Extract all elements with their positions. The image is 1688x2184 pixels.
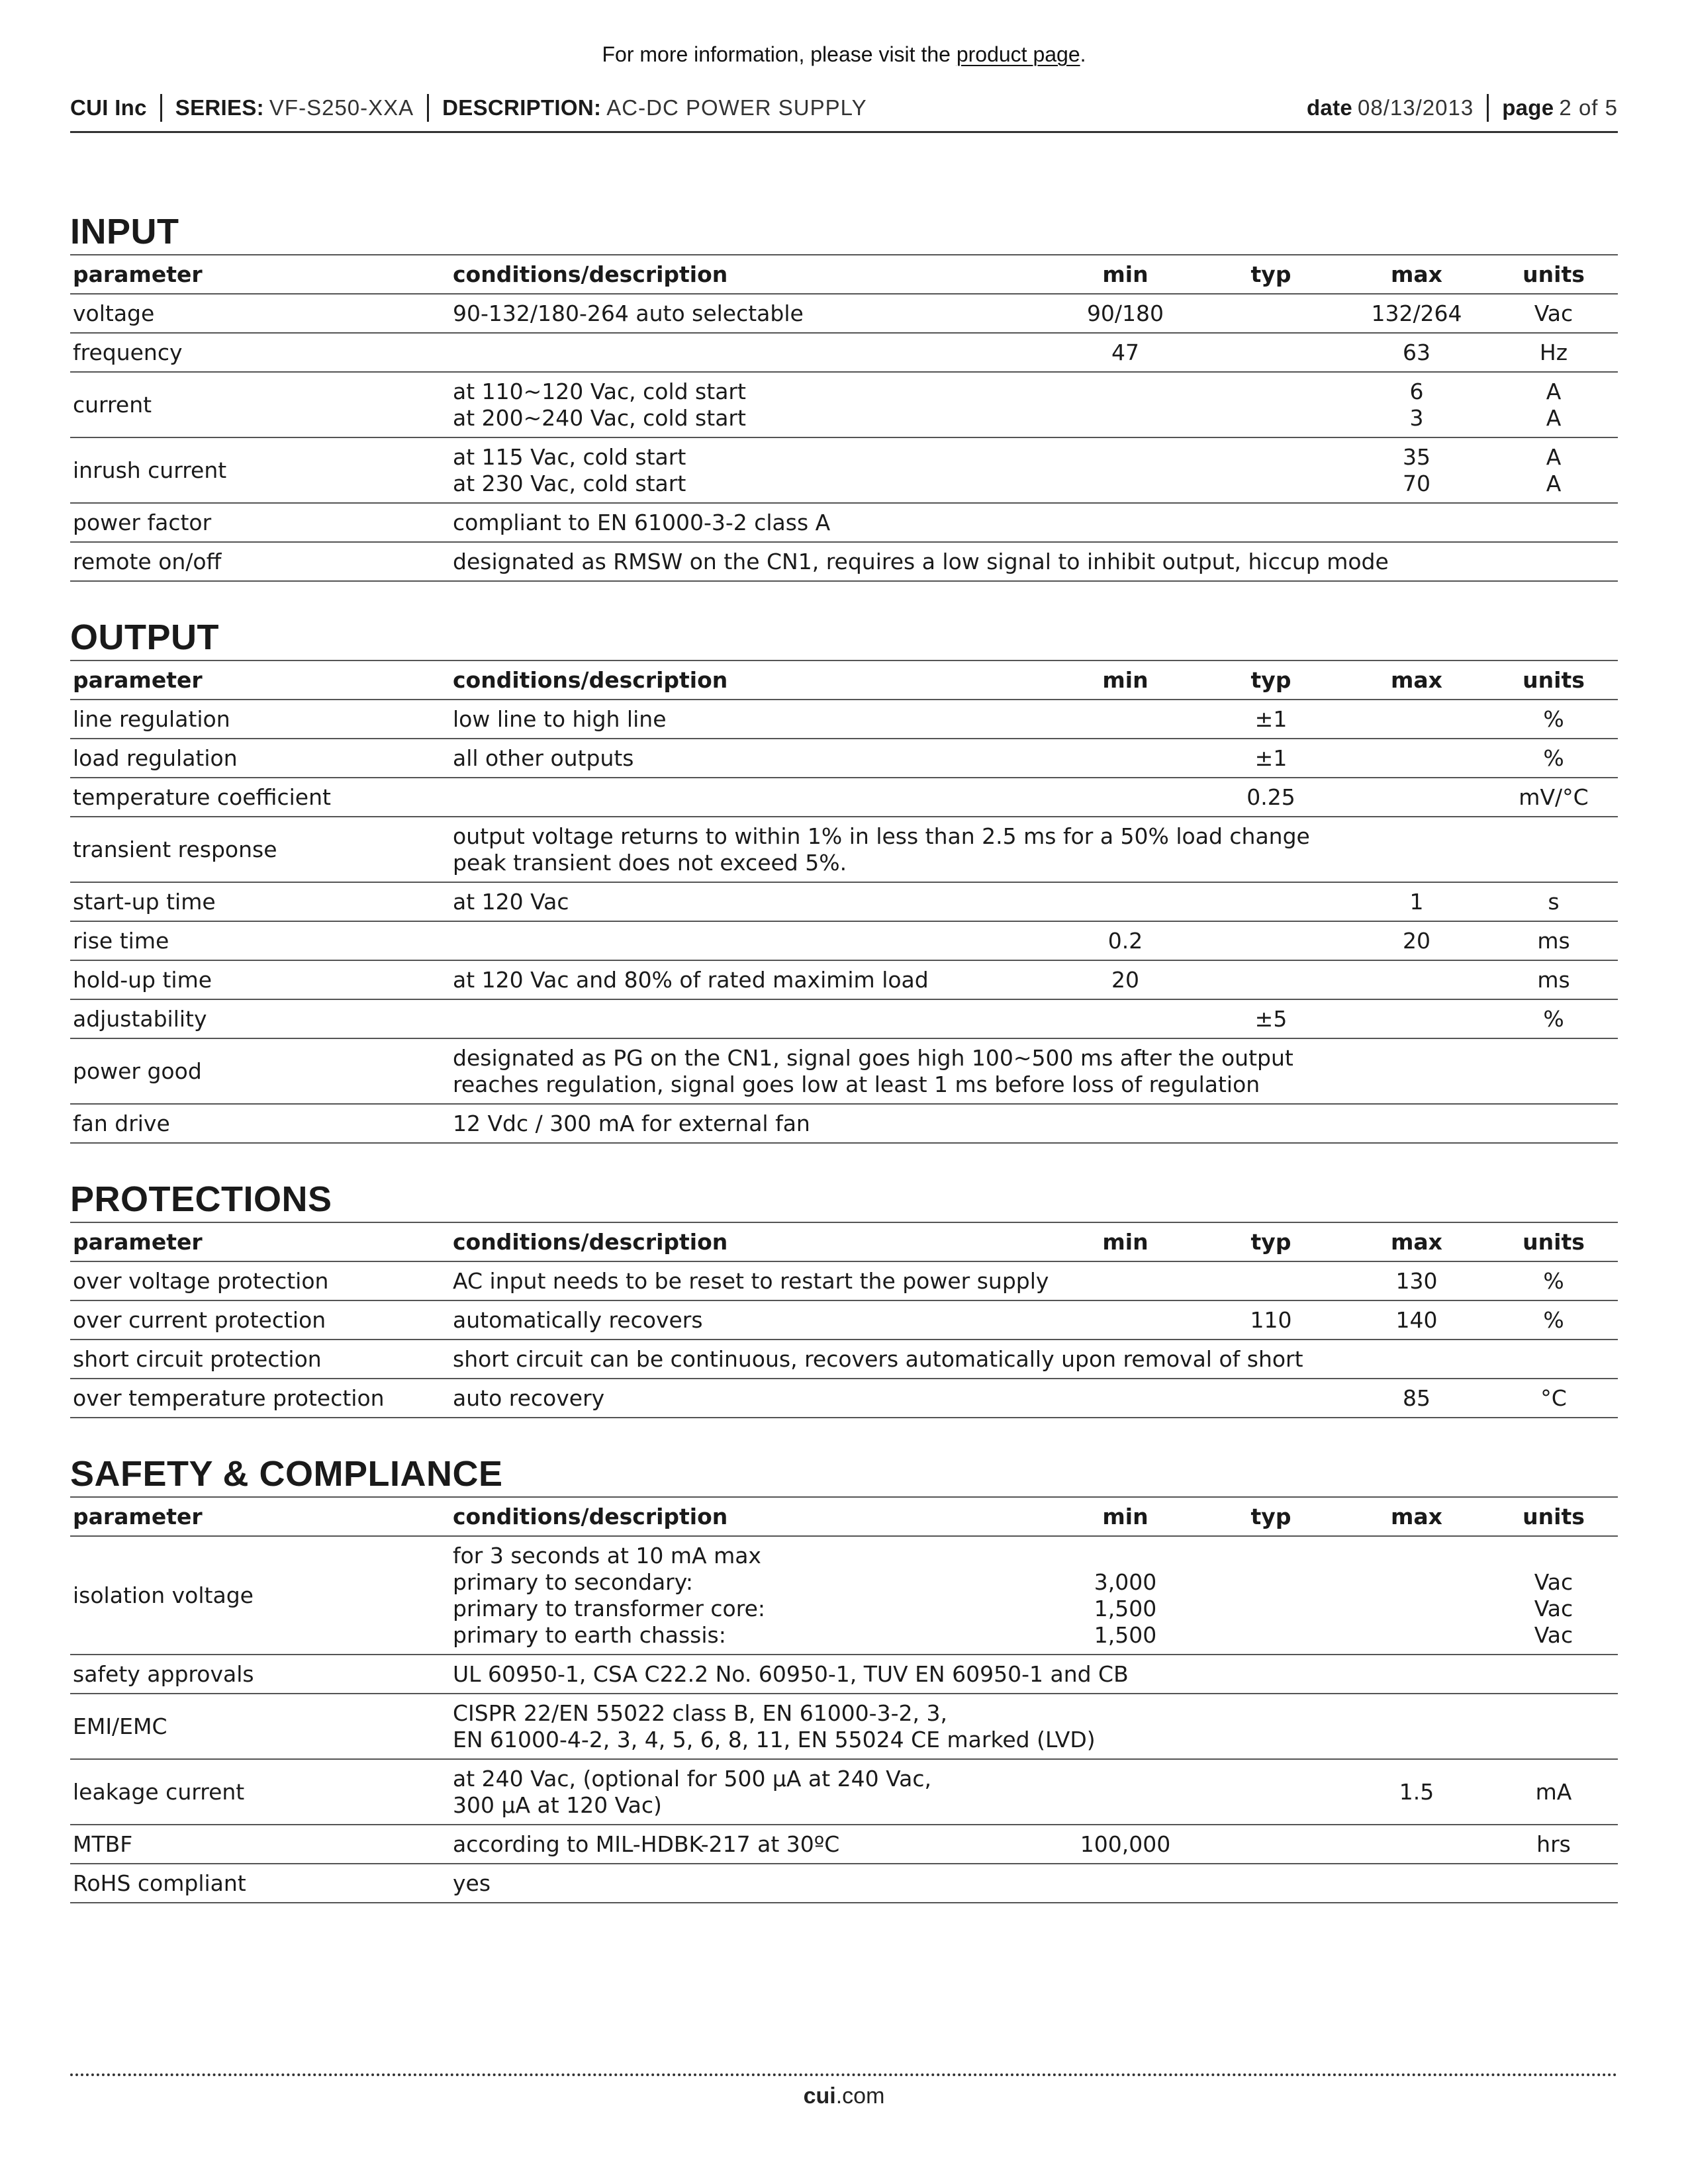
typ-cell — [1198, 700, 1344, 739]
conditions-cell-line: at 200~240 Vac, cold start — [453, 405, 746, 431]
conditions-cell — [450, 1825, 1053, 1864]
max-cell — [1344, 294, 1489, 333]
table-row — [70, 1759, 1618, 1825]
parameter-cell: power good — [70, 1038, 450, 1104]
conditions-cell-line: designated as RMSW on the CN1, requires a low signal to inhibit output, hiccup mode — [453, 549, 1389, 574]
typ-cell — [1198, 503, 1344, 542]
column-header-parameter: parameter — [70, 1498, 450, 1536]
table-row — [70, 1379, 1618, 1418]
max-cell — [1344, 739, 1489, 778]
description-label: DESCRIPTION: — [442, 95, 602, 120]
parameter-cell: frequency — [70, 333, 450, 372]
series-value: VF-S250-XXA — [269, 95, 414, 120]
max-cell — [1344, 778, 1489, 817]
section-title: SAFETY & COMPLIANCE — [70, 1454, 1618, 1498]
typ-cell — [1198, 437, 1344, 503]
typ-cell — [1198, 1864, 1344, 1903]
typ-cell — [1198, 1104, 1344, 1143]
date-value: 08/13/2013 — [1358, 95, 1474, 120]
conditions-cell-line: primary to transformer core: — [453, 1596, 765, 1621]
column-header-max: max — [1344, 255, 1489, 294]
conditions-cell-line: reaches regulation, signal goes low at least 1 ms before loss of regulation — [453, 1071, 1260, 1097]
units-cell-line: % — [1543, 745, 1564, 771]
conditions-cell-line: UL 60950-1, CSA C22.2 No. 60950-1, TUV EN 60950-1 and CB — [453, 1661, 1129, 1687]
column-header-conditions: conditions/description — [450, 1223, 1053, 1261]
table-row — [70, 739, 1618, 778]
column-header-units: units — [1489, 1498, 1618, 1536]
units-cell-line: ms — [1537, 928, 1570, 954]
conditions-cell-line: at 110~120 Vac, cold start — [453, 379, 746, 404]
conditions-cell-line: all other outputs — [453, 745, 634, 771]
min-cell-line: 3,000 — [1094, 1569, 1157, 1595]
notice-text: For more information, please visit the — [602, 42, 957, 66]
footer-domain[interactable]: .com — [835, 2083, 885, 2109]
min-cell — [1053, 437, 1198, 503]
min-cell — [1053, 999, 1198, 1038]
spec-table — [70, 1223, 1618, 1418]
max-cell-line: 132/264 — [1371, 300, 1462, 326]
min-cell — [1053, 1759, 1198, 1825]
column-header-min: min — [1053, 1223, 1198, 1261]
page-label: page — [1502, 95, 1554, 120]
table-row — [70, 542, 1618, 581]
parameter-cell: inrush current — [70, 437, 450, 503]
max-cell-line: 130 — [1395, 1268, 1438, 1294]
max-cell — [1344, 1759, 1489, 1825]
conditions-cell — [450, 1655, 1618, 1694]
units-cell — [1489, 1261, 1618, 1300]
conditions-cell — [450, 503, 1053, 542]
conditions-cell — [450, 1340, 1618, 1379]
typ-cell — [1198, 882, 1344, 921]
conditions-cell — [450, 1759, 1053, 1825]
parameter-cell: hold-up time — [70, 960, 450, 999]
units-cell — [1489, 739, 1618, 778]
min-cell — [1053, 1825, 1198, 1864]
min-cell — [1053, 960, 1198, 999]
units-cell — [1489, 1536, 1618, 1655]
typ-cell — [1198, 294, 1344, 333]
table-row — [70, 700, 1618, 739]
conditions-cell-line: auto recovery — [453, 1385, 605, 1411]
units-cell-line: mA — [1535, 1779, 1572, 1805]
typ-cell-line: 0.25 — [1246, 784, 1295, 810]
spec-table — [70, 255, 1618, 582]
conditions-cell — [450, 739, 1053, 778]
parameter-cell: power factor — [70, 503, 450, 542]
conditions-cell — [450, 542, 1618, 581]
conditions-cell — [450, 921, 1053, 960]
page-number: 2 of 5 — [1559, 95, 1618, 120]
parameter-cell: voltage — [70, 294, 450, 333]
table-row — [70, 960, 1618, 999]
min-cell — [1053, 1261, 1198, 1300]
parameter-cell: over current protection — [70, 1300, 450, 1340]
conditions-cell-line: yes — [453, 1870, 491, 1896]
notice-suffix: . — [1080, 42, 1086, 66]
table-row — [70, 1655, 1618, 1694]
column-header-min: min — [1053, 255, 1198, 294]
units-cell-line: A — [1546, 379, 1562, 404]
units-cell-line: mV/°C — [1519, 784, 1589, 810]
conditions-cell — [450, 999, 1053, 1038]
max-cell — [1344, 960, 1489, 999]
section-title: INPUT — [70, 212, 1618, 255]
min-cell — [1053, 882, 1198, 921]
parameter-cell: transient response — [70, 817, 450, 882]
units-cell — [1489, 778, 1618, 817]
units-cell-line — [1492, 1543, 1615, 1569]
units-cell-line: Vac — [1534, 1622, 1573, 1648]
conditions-cell — [450, 1104, 1053, 1143]
column-header-conditions: conditions/description — [450, 661, 1053, 700]
conditions-cell-line: low line to high line — [453, 706, 667, 732]
parameter-cell: remote on/off — [70, 542, 450, 581]
conditions-cell-line: short circuit can be continuous, recovers automatically upon removal of short — [453, 1346, 1303, 1372]
parameter-cell: temperature coefficient — [70, 778, 450, 817]
conditions-cell-line: CISPR 22/EN 55022 class B, EN 61000-3-2, 3, — [453, 1700, 947, 1726]
max-cell — [1344, 1825, 1489, 1864]
max-cell — [1344, 1261, 1489, 1300]
footer — [0, 2083, 1688, 2109]
section-title: PROTECTIONS — [70, 1179, 1618, 1223]
max-cell — [1344, 882, 1489, 921]
max-cell — [1344, 921, 1489, 960]
conditions-cell — [450, 372, 1053, 437]
spec-table — [70, 661, 1618, 1144]
parameter-cell: start-up time — [70, 882, 450, 921]
table-row — [70, 1261, 1618, 1300]
table-header-row — [70, 661, 1618, 700]
conditions-cell — [450, 1694, 1618, 1759]
section-protections — [70, 1179, 1618, 1418]
max-cell — [1344, 437, 1489, 503]
units-cell — [1489, 1759, 1618, 1825]
column-header-min: min — [1053, 661, 1198, 700]
conditions-cell — [450, 1038, 1618, 1104]
table-row — [70, 372, 1618, 437]
conditions-cell-line: 90-132/180-264 auto selectable — [453, 300, 804, 326]
typ-cell — [1198, 372, 1344, 437]
conditions-cell — [450, 1261, 1053, 1300]
max-cell-line: 1.5 — [1399, 1779, 1434, 1805]
units-cell-line: % — [1543, 1268, 1564, 1294]
min-cell-line: 47 — [1111, 340, 1139, 365]
max-cell-line: 1 — [1409, 889, 1424, 915]
typ-cell — [1198, 739, 1344, 778]
units-cell — [1489, 700, 1618, 739]
units-cell-line: hrs — [1536, 1831, 1571, 1857]
typ-cell-line: ±5 — [1254, 1006, 1288, 1032]
min-cell-line: 90/180 — [1086, 300, 1164, 326]
table-row — [70, 437, 1618, 503]
table-row — [70, 778, 1618, 817]
typ-cell — [1198, 1300, 1344, 1340]
parameter-cell: load regulation — [70, 739, 450, 778]
column-header-conditions: conditions/description — [450, 1498, 1053, 1536]
conditions-cell — [450, 1300, 1053, 1340]
series-label: SERIES: — [175, 95, 264, 120]
table-row — [70, 999, 1618, 1038]
units-cell-line: ms — [1537, 967, 1570, 993]
units-cell — [1489, 960, 1618, 999]
parameter-cell: EMI/EMC — [70, 1694, 450, 1759]
units-cell-line: % — [1543, 1307, 1564, 1333]
conditions-cell — [450, 700, 1053, 739]
table-row — [70, 1104, 1618, 1143]
units-cell-line: Hz — [1539, 340, 1568, 365]
units-cell-line: % — [1543, 1006, 1564, 1032]
max-cell — [1344, 333, 1489, 372]
typ-cell — [1198, 333, 1344, 372]
column-header-parameter: parameter — [70, 255, 450, 294]
typ-cell — [1198, 1261, 1344, 1300]
units-cell — [1489, 1864, 1618, 1903]
header-divider — [427, 94, 429, 122]
typ-cell-line: ±1 — [1254, 745, 1288, 771]
table-header-row — [70, 1498, 1618, 1536]
conditions-cell-line: automatically recovers — [453, 1307, 703, 1333]
max-cell — [1344, 1300, 1489, 1340]
conditions-cell — [450, 333, 1053, 372]
description-value: AC-DC POWER SUPPLY — [606, 95, 867, 120]
footer-brand[interactable]: cui — [803, 2083, 836, 2109]
conditions-cell-line: EN 61000-4-2, 3, 4, 5, 6, 8, 11, EN 55024 CE marked (LVD) — [453, 1727, 1096, 1752]
max-cell — [1344, 1536, 1489, 1655]
units-cell — [1489, 1379, 1618, 1418]
product-page-link[interactable]: product page — [956, 42, 1080, 66]
units-cell — [1489, 1300, 1618, 1340]
min-cell — [1053, 294, 1198, 333]
units-cell-line: A — [1546, 471, 1562, 496]
min-cell — [1053, 778, 1198, 817]
units-cell — [1489, 1825, 1618, 1864]
conditions-cell-line: output voltage returns to within 1% in less than 2.5 ms for a 50% load change — [453, 823, 1310, 849]
conditions-cell — [450, 1379, 1053, 1418]
min-cell-line: 20 — [1111, 967, 1139, 993]
column-header-conditions: conditions/description — [450, 255, 1053, 294]
units-cell-line: A — [1546, 444, 1562, 470]
table-row — [70, 294, 1618, 333]
conditions-cell-line: 300 µA at 120 Vac) — [453, 1792, 662, 1818]
typ-cell — [1198, 1759, 1344, 1825]
min-cell-line — [1055, 1543, 1196, 1569]
units-cell — [1489, 921, 1618, 960]
conditions-cell-line: peak transient does not exceed 5%. — [453, 850, 847, 876]
date-label: date — [1306, 95, 1353, 120]
parameter-cell: leakage current — [70, 1759, 450, 1825]
conditions-cell — [450, 1864, 1053, 1903]
parameter-cell: over voltage protection — [70, 1261, 450, 1300]
conditions-cell-line: at 120 Vac — [453, 889, 569, 915]
column-header-parameter: parameter — [70, 1223, 450, 1261]
max-cell — [1344, 700, 1489, 739]
table-row — [70, 1038, 1618, 1104]
parameter-cell: current — [70, 372, 450, 437]
column-header-typ: typ — [1198, 255, 1344, 294]
conditions-cell — [450, 437, 1053, 503]
parameter-cell: line regulation — [70, 700, 450, 739]
max-cell — [1344, 999, 1489, 1038]
parameter-cell: safety approvals — [70, 1655, 450, 1694]
typ-cell — [1198, 1379, 1344, 1418]
conditions-cell-line: at 115 Vac, cold start — [453, 444, 686, 470]
units-cell — [1489, 999, 1618, 1038]
header-divider — [1487, 94, 1489, 122]
min-cell-line: 0.2 — [1107, 928, 1143, 954]
column-header-typ: typ — [1198, 1498, 1344, 1536]
product-page-notice — [0, 42, 1688, 67]
max-cell-line: 3 — [1409, 405, 1424, 431]
column-header-typ: typ — [1198, 661, 1344, 700]
conditions-cell-line: at 120 Vac and 80% of rated maximim load — [453, 967, 929, 993]
typ-cell — [1198, 1536, 1344, 1655]
min-cell-line: 100,000 — [1080, 1831, 1171, 1857]
min-cell — [1053, 739, 1198, 778]
conditions-cell-line: compliant to EN 61000-3-2 class A — [453, 510, 831, 535]
conditions-cell-line: AC input needs to be reset to restart the power supply — [453, 1268, 1049, 1294]
min-cell — [1053, 1864, 1198, 1903]
conditions-cell-line: at 240 Vac, (optional for 500 µA at 240 Vac, — [453, 1766, 931, 1792]
column-header-max: max — [1344, 1498, 1489, 1536]
max-cell-line: 35 — [1403, 444, 1430, 470]
typ-cell-line: 110 — [1250, 1307, 1292, 1333]
typ-cell — [1198, 921, 1344, 960]
column-header-max: max — [1344, 1223, 1489, 1261]
column-header-units: units — [1489, 1223, 1618, 1261]
units-cell-line: Vac — [1534, 1596, 1573, 1621]
conditions-cell — [450, 294, 1053, 333]
min-cell — [1053, 503, 1198, 542]
table-row — [70, 1300, 1618, 1340]
column-header-parameter: parameter — [70, 661, 450, 700]
parameter-cell: fan drive — [70, 1104, 450, 1143]
parameter-cell: rise time — [70, 921, 450, 960]
conditions-cell-line: for 3 seconds at 10 mA max — [453, 1543, 761, 1569]
max-cell-line: 20 — [1403, 928, 1430, 954]
table-row — [70, 1340, 1618, 1379]
conditions-cell — [450, 1536, 1053, 1655]
section-input — [70, 212, 1618, 582]
table-row — [70, 333, 1618, 372]
units-cell — [1489, 333, 1618, 372]
conditions-cell-line: primary to earth chassis: — [453, 1622, 726, 1648]
section-title: OUTPUT — [70, 617, 1618, 661]
conditions-cell — [450, 882, 1053, 921]
units-cell — [1489, 294, 1618, 333]
units-cell — [1489, 503, 1618, 542]
max-cell — [1344, 1104, 1489, 1143]
max-cell-line: 70 — [1403, 471, 1430, 496]
units-cell — [1489, 437, 1618, 503]
column-header-max: max — [1344, 661, 1489, 700]
table-row — [70, 1825, 1618, 1864]
column-header-min: min — [1053, 1498, 1198, 1536]
parameter-cell: short circuit protection — [70, 1340, 450, 1379]
min-cell-line: 1,500 — [1094, 1596, 1157, 1621]
conditions-cell — [450, 778, 1053, 817]
table-header-row — [70, 1223, 1618, 1261]
max-cell-line: 63 — [1403, 340, 1430, 365]
typ-cell — [1198, 778, 1344, 817]
conditions-cell-line: at 230 Vac, cold start — [453, 471, 686, 496]
min-cell — [1053, 372, 1198, 437]
parameter-cell: isolation voltage — [70, 1536, 450, 1655]
units-cell-line: % — [1543, 706, 1564, 732]
min-cell — [1053, 1104, 1198, 1143]
conditions-cell — [450, 817, 1618, 882]
max-cell-line: 85 — [1403, 1385, 1430, 1411]
table-row — [70, 1864, 1618, 1903]
table-row — [70, 921, 1618, 960]
max-cell-line: 6 — [1409, 379, 1424, 404]
min-cell — [1053, 1379, 1198, 1418]
table-row — [70, 817, 1618, 882]
parameter-cell: RoHS compliant — [70, 1864, 450, 1903]
max-cell — [1344, 1864, 1489, 1903]
max-cell — [1344, 1379, 1489, 1418]
table-row — [70, 503, 1618, 542]
header-divider — [160, 94, 162, 122]
typ-cell — [1198, 999, 1344, 1038]
parameter-cell: MTBF — [70, 1825, 450, 1864]
document-header — [70, 85, 1618, 133]
min-cell — [1053, 1300, 1198, 1340]
typ-cell — [1198, 1825, 1344, 1864]
parameter-cell: over temperature protection — [70, 1379, 450, 1418]
conditions-cell-line: according to MIL-HDBK-217 at 30ºC — [453, 1831, 840, 1857]
table-row — [70, 882, 1618, 921]
column-header-units: units — [1489, 661, 1618, 700]
conditions-cell — [450, 960, 1053, 999]
units-cell — [1489, 1104, 1618, 1143]
units-cell-line: Vac — [1534, 1569, 1573, 1595]
conditions-cell-line: designated as PG on the CN1, signal goes high 100~500 ms after the output — [453, 1045, 1293, 1071]
section-safety-compliance — [70, 1454, 1618, 1903]
units-cell-line: °C — [1540, 1385, 1567, 1411]
section-output — [70, 617, 1618, 1144]
min-cell-line: 1,500 — [1094, 1622, 1157, 1648]
min-cell — [1053, 700, 1198, 739]
min-cell — [1053, 1536, 1198, 1655]
table-row — [70, 1694, 1618, 1759]
typ-cell — [1198, 960, 1344, 999]
max-cell — [1344, 503, 1489, 542]
column-header-units: units — [1489, 255, 1618, 294]
units-cell-line: s — [1548, 889, 1560, 915]
min-cell — [1053, 921, 1198, 960]
units-cell-line: Vac — [1534, 300, 1573, 326]
units-cell — [1489, 882, 1618, 921]
max-cell — [1344, 372, 1489, 437]
conditions-cell-line: primary to secondary: — [453, 1569, 693, 1595]
table-header-row — [70, 255, 1618, 294]
units-cell-line: A — [1546, 405, 1562, 431]
spec-content — [70, 212, 1618, 1939]
units-cell — [1489, 372, 1618, 437]
typ-cell-line: ±1 — [1254, 706, 1288, 732]
conditions-cell-line: 12 Vdc / 300 mA for external fan — [453, 1111, 810, 1136]
column-header-typ: typ — [1198, 1223, 1344, 1261]
parameter-cell: adjustability — [70, 999, 450, 1038]
footer-divider — [70, 2073, 1618, 2076]
table-row — [70, 1536, 1618, 1655]
spec-table — [70, 1498, 1618, 1903]
max-cell-line: 140 — [1395, 1307, 1438, 1333]
company-name: CUI Inc — [70, 95, 147, 120]
min-cell — [1053, 333, 1198, 372]
